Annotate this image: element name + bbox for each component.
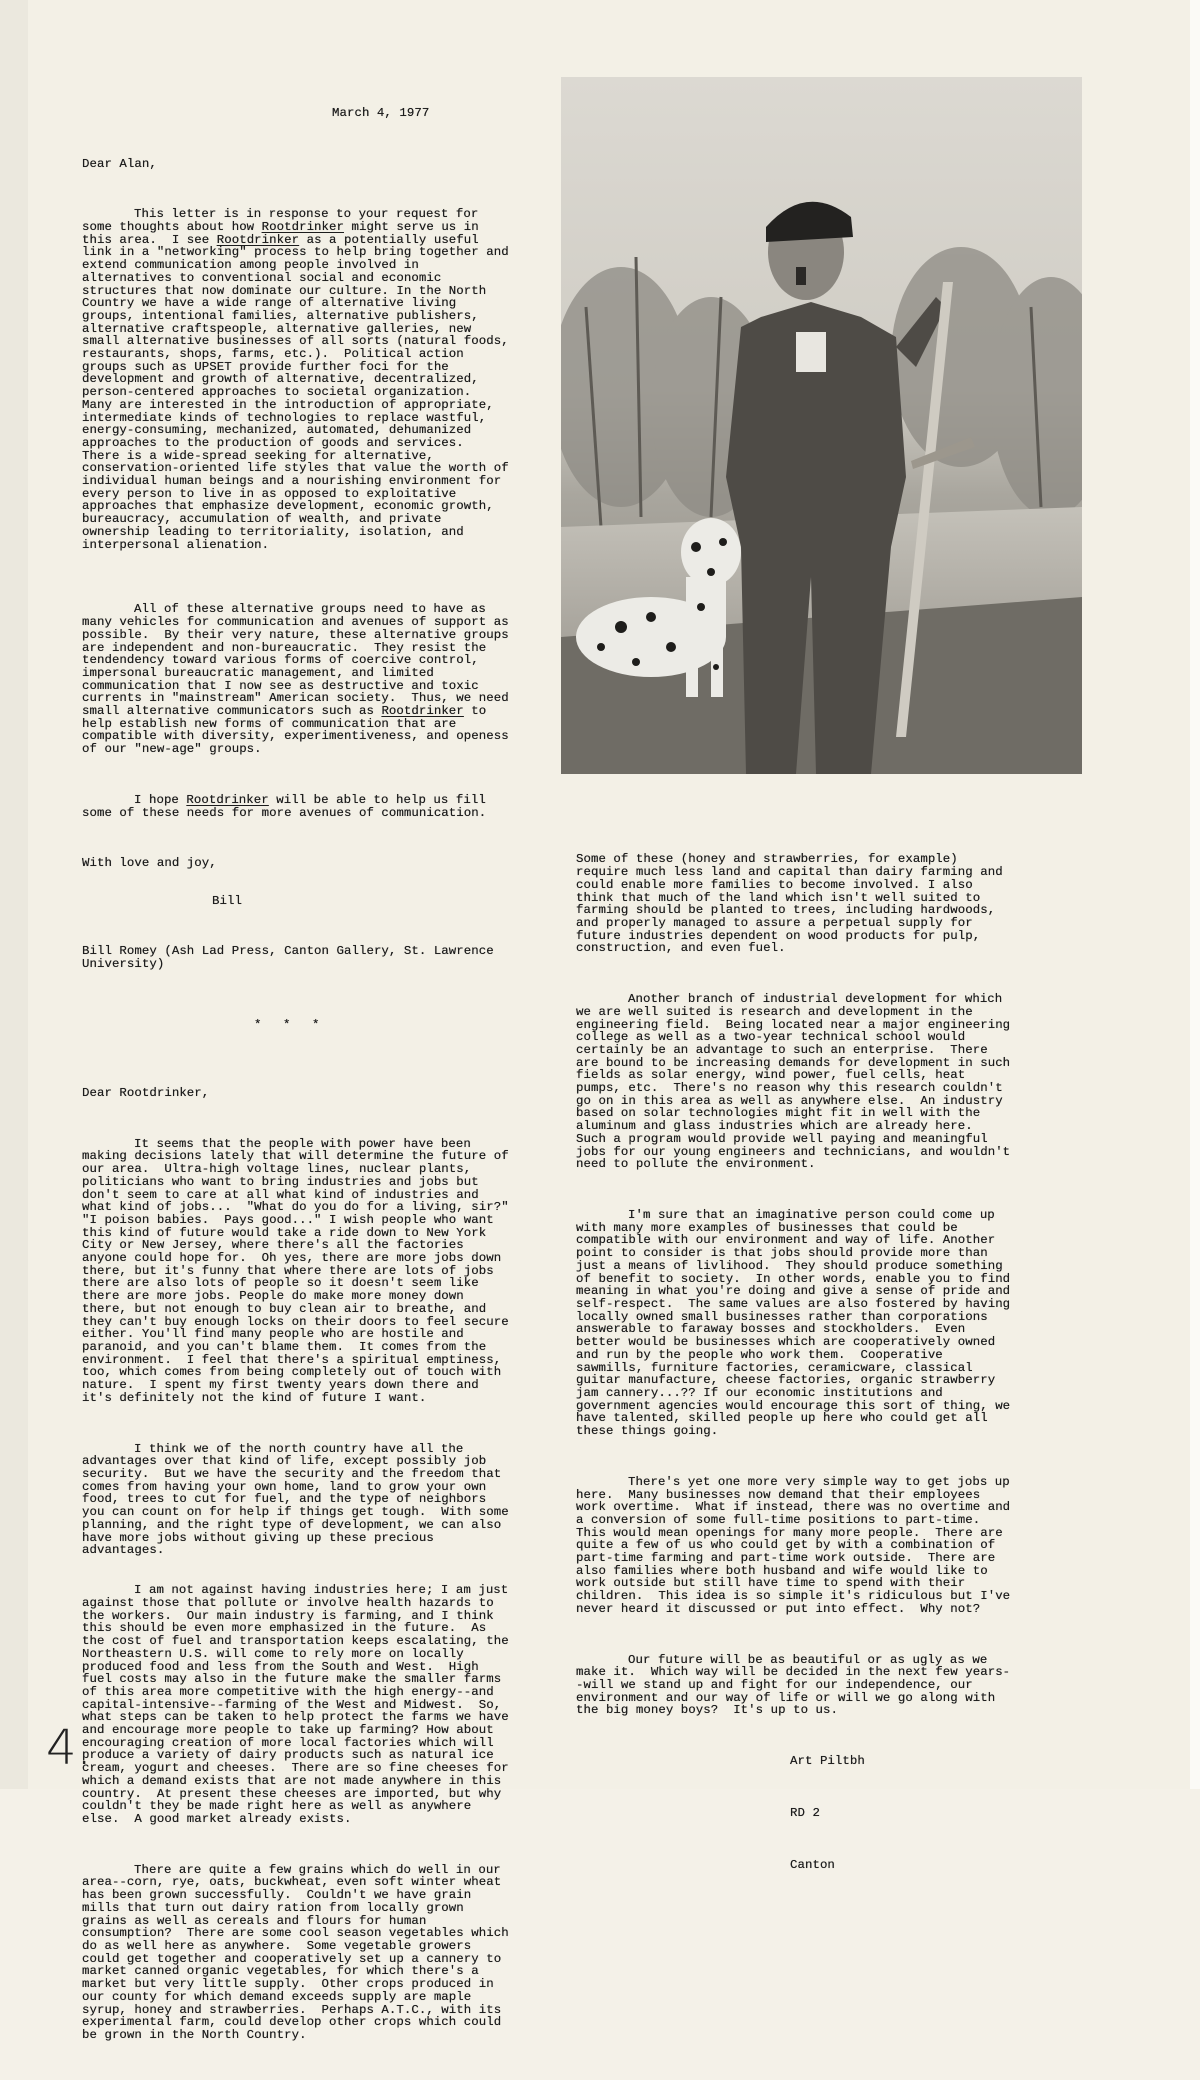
- letter1-attribution: Bill Romey (Ash Lad Press, Canton Gallery, St. Lawrence University): [82, 944, 502, 972]
- text-run: as a potentially useful link in a "networking" process to help bring together and extend communication among people involved in alternatives to conventional social and economic structures that now dominate our culture. In the North Country we have a wide range of alternative living groups, intentional families, alternative publishers, alternative craftspeople, alternative galleries, new small alternative businesses of all sorts (natural foods, restaurants, shops, farms, etc.). Political action groups such as UPSET provide further foci for the development and growth of alternative, decentralized, person-centered approaches to societal organization. Many are interested in the introduction of appropriate, intermediate kinds of technologies to replace wastful, energy-consuming, mechanized, automated, dehumanized approaches to the production of goods and services. There is a wide-spread seeking for alternative, conservation-oriented life styles that value the worth of individual human beings and a nourishing environment for every person to live in as opposed to exploitative approaches that emphasize development, economic growth, bureaucracy, accumulation of wealth, and private ownership leading to territoriality, isolation, and interpersonal alienation.: [82, 232, 517, 552]
- letter2-paragraph: There's yet one more very simple way to get jobs up here. Many businesses now demand that their employees work overtime. What if instead, there was no overtime and a conversion of some full-time positions to part-time. This would mean openings for many more people. There are quite a few of us who could get by with a combination of part-time farming and part-time work outside. There are also families where both husband and wife would like to work outside but still have time to spend with their children. This idea is so simple it's ridiculous but I've never heard it discussed or put into effect. Why not?: [576, 1474, 1018, 1616]
- letter1-closing: With love and joy,: [82, 856, 217, 871]
- letter2-paragraph: Our future will be as beautiful or as ugly as we make it. Which way will be decided in the next few years--will we stand up and fight for our independence, our environment and our way of life or will we go along with the big money boys? It's up to us.: [576, 1652, 1011, 1718]
- letter1-salutation: Dear Alan,: [82, 156, 157, 171]
- section-separator: * * *: [254, 1017, 320, 1032]
- publication-title: Rootdrinker: [216, 232, 300, 247]
- letter1-paragraph-1: [82, 207, 517, 552]
- text-run: I hope: [134, 792, 187, 807]
- author-address: RD 2: [790, 1806, 820, 1821]
- letter2-paragraph: There are quite a few grains which do well in our area--corn, rye, oats, buckwheat, even soft winter wheat has been grown successfully. Couldn't we have grain mills that turn out dairy ration from locally grown grains as well as cereals and flours for human consumption? There are some cool season vegetables which do as well here as anywhere. Some vegetable growers could get together and cooperatively set up a cannery to market canned organic vegetables, for which there's a market but very little supply. Other crops produced in our county for which demand exceeds supply are maple syrup, honey and strawberries. Perhaps A.T.C., with its experimental farm, could develop other crops which could be grown in the North Country.: [82, 1862, 517, 2042]
- letter2-paragraph: I'm sure that an imaginative person could come up with many more examples of businesses that could be compatible with our environment and way of life. Another point to consider is that jobs should provide more than just a means of livlihood. They should produce something of benefit to society. In other words, enable you to find meaning in what you're doing and give a sense of pride and self-respect. The same values are also fostered by having locally owned small businesses rather than corporations answerable to faraway bosses and stockholders. Even better would be businesses which are cooperatively owned and run by the people who work them. Cooperative sawmills, furniture factories, ceramicware, classical guitar manufacture, cheese factories, organic strawberry jam cannery...?? If our economic institutions and government agencies would encourage this sort of thing, we have talented, skilled people up here who could get all these things going.: [576, 1208, 1018, 1439]
- letter1-signature: Bill: [212, 893, 242, 908]
- author-name: Art Piltbh: [790, 1754, 865, 1769]
- text-run: All of these alternative groups need to have as many vehicles for communication and avenues of support as possible. By their very nature, these alternative groups are independent and non-bureaucratic. They resist the tendendency toward various forms of coercive control, impersonal bureaucratic management, and limited communication that I now see as destructive and toxic currents in "mainstream" American society. Thus, we need small alternative communicators such as: [82, 602, 517, 719]
- left-column: [82, 82, 524, 2080]
- letter1-paragraph-2: [82, 602, 517, 757]
- page-right-edge: [1190, 0, 1200, 1789]
- letter2-paragraph: I think we of the north country have all the advantages over that kind of life, except possibly job security. But we have the security and the freedom that comes from having your own home, land to grow your own food, trees to cut for fuel, and the type of neighbors you can count on for help if things get tough. With some planning, and the right type of development, we can also have more jobs without giving up these precious advantages.: [82, 1441, 517, 1558]
- letter1-paragraph-3: [82, 794, 512, 819]
- publication-title: Rootdrinker: [261, 220, 344, 235]
- photo-illustration: [561, 77, 1082, 774]
- page-left-edge: [0, 0, 28, 1789]
- letter2-paragraph: Another branch of industrial development for which we are well suited is research and development in the engineering field. Being located near a major engineering college as well as a two-year technical school would certainly be an advantage to such an enterprise. There are bound to be increasing demands for development in such fields as solar energy, wind power, fuel cells, heat pumps, etc. There's no reason why this research couldn't go on in this area as well as anywhere else. An industry based on solar technologies might fit in well with the aluminum and glass industries which are already here. Such a program would provide well paying and meaningful jobs for our young engineers and technicians, and wouldn't need to pollute the environment.: [576, 992, 1018, 1172]
- letter2-paragraph: It seems that the people with power have been making decisions lately that will determine the future of our area. Ultra-high voltage lines, nuclear plants, politicians who want to bring industries and jobs but don't seem to care at all what kind of industries and what kind of jobs... "What do you do for a living, sir?" "I poison babies. Pays good..." I wish people who want this kind of future would take a ride down to New York City or New Jersey, where there's all the factories anyone could hope for. Oh yes, there are more jobs down there, but it's funny that where there are lots of jobs there are also lots of people so it doesn't seem like there are more jobs. People do make more money down there, but not enough to buy clean air to breathe, and they can't buy enough locks on their doors to feel secure either. You'll find many people who are hostile and paranoid, and you can't blame them. It comes from the environment. I feel that there's a spiritual emptiness, too, which comes from being completely out of touch with nature. I spent my first twenty years down there and it's definitely not the kind of future I want.: [82, 1136, 524, 1405]
- author-town: Canton: [790, 1858, 835, 1873]
- text-run: This letter is in response to your request for some thoughts about how: [82, 207, 486, 235]
- text-run: to help establish new forms of communication that are compatible with diversity, experimentiveness, and openess of our "new-age" groups.: [82, 704, 517, 757]
- letter2-salutation: Dear Rootdrinker,: [82, 1085, 210, 1100]
- letter2-paragraph: I am not against having industries here; I am just against those that pollute or involve health hazards to the workers. Our main industry is farming, and I think this should be even more emphasized in the future. As the cost of fuel and transportation keeps escalating, the Northeastern U.S. will come to rely more on locally produced food and less from the South and West. High fuel costs may also in the future make the smaller farms of this area more competitive with the high energy--and capital-intensive--farming of the West and Midwest. So, what steps can be taken to help protect the farms we have and encourage more people to take up farming? How about encouraging creation of more local factories which will produce a variety of dairy products such as natural ice cream, yogurt and cheeses. There are so fine cheeses for which a demand exists that are not made anywhere in this country. At present these cheeses are imported, but why couldn't they be made right here as well as anywhere else. A good market already exists.: [82, 1583, 517, 1826]
- letter-date: March 4, 1977: [332, 106, 430, 121]
- photo-farmer-with-dalmatian: [561, 77, 1082, 774]
- text-run: might serve us in this area. I see: [82, 220, 487, 247]
- page-number: 4.: [46, 1720, 92, 1776]
- right-column: [576, 828, 1016, 1912]
- publication-title: Rootdrinker: [186, 792, 269, 807]
- text-run: will be able to help us fill some of these needs for more avenues of communication.: [82, 792, 494, 820]
- letter2-continuation: Some of these (honey and strawberries, for example) require much less land and capital than dairy farming and could enable more families to become involved. I also think that much of the land which isn't well suited to farming should be planted to trees, including hardwoods, and properly managed to assure a perpetual supply for future industries dependent on wood products for pulp, construction, and even fuel.: [576, 852, 1011, 956]
- publication-title: Rootdrinker: [381, 704, 464, 719]
